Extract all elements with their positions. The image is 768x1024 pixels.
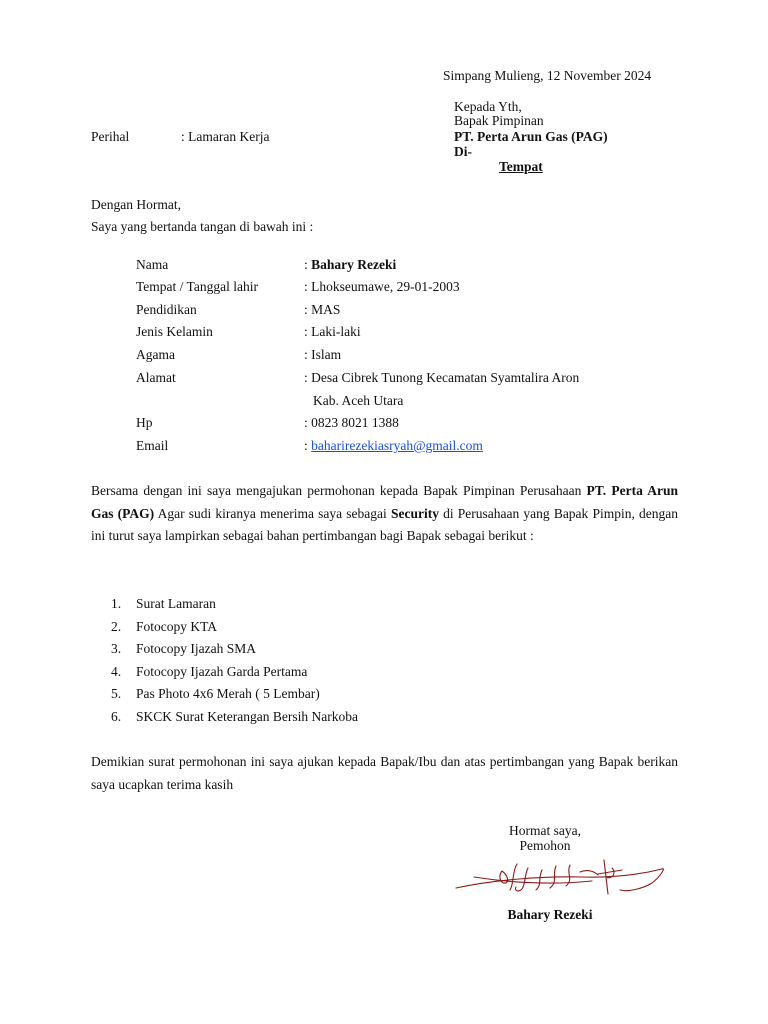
identity-value: : baharirezekiasryah@gmail.com bbox=[304, 438, 483, 453]
identity-value: : MAS bbox=[304, 302, 341, 317]
place-date: Simpang Mulieng, 12 November 2024 bbox=[443, 68, 652, 83]
identity-row-address-2 bbox=[136, 391, 696, 411]
intro-line: Saya yang bertanda tangan di bawah ini : bbox=[91, 219, 314, 234]
identity-row-education bbox=[136, 300, 696, 320]
identity-label: Jenis Kelamin bbox=[136, 324, 213, 339]
identity-row-religion bbox=[136, 345, 696, 365]
perihal-value: : Lamaran Kerja bbox=[181, 129, 270, 144]
identity-label: Alamat bbox=[136, 370, 176, 385]
closing-paragraph: Demikian surat permohonan ini saya ajukan kepada Bapak/Ibu dan atas pertimbangan yang Bapak berikan saya ucapkan terima kasih bbox=[91, 754, 678, 792]
greeting: Dengan Hormat, bbox=[91, 197, 181, 212]
identity-label: Pendidikan bbox=[136, 302, 197, 317]
recipient-line2: Bapak Pimpinan bbox=[454, 113, 544, 128]
list-item: 3. Fotocopy Ijazah SMA bbox=[111, 641, 256, 657]
identity-label: Nama bbox=[136, 257, 169, 272]
company-name: PT. Perta Arun Gas (PAG) bbox=[91, 483, 678, 521]
identity-row-address bbox=[136, 368, 696, 388]
identity-label: Tempat / Tanggal lahir bbox=[136, 279, 258, 294]
identity-label: Hp bbox=[136, 415, 153, 430]
identity-value: Kab. Aceh Utara bbox=[313, 393, 404, 408]
list-item: 5. Pas Photo 4x6 Merah ( 5 Lembar) bbox=[111, 686, 320, 702]
identity-label: Agama bbox=[136, 347, 175, 362]
signer-role: Pemohon bbox=[519, 838, 571, 853]
position-name: Security bbox=[390, 505, 439, 521]
identity-value: : 0823 8021 1388 bbox=[304, 415, 399, 430]
body-paragraph: Bersama dengan ini saya mengajukan permohonan kepada Bapak Pimpinan Perusahaan PT. Perta Arun Gas (PAG) Agar sudi kiranya menerima saya sebagai Security di Perusahaan yang Bapak Pimpin, dengan ini turut saya lampirkan sebagai bahan pertimbangan bagi Bapak sebagai berikut : bbox=[91, 483, 678, 544]
identity-label: Email bbox=[136, 438, 169, 453]
recipient-company: PT. Perta Arun Gas (PAG) bbox=[454, 129, 608, 144]
identity-value: : Bahary Rezeki bbox=[304, 257, 397, 272]
identity-value: : Islam bbox=[304, 347, 342, 362]
identity-row-email bbox=[136, 436, 696, 456]
recipient-tempat: Tempat bbox=[499, 159, 543, 174]
applicant-name: Bahary Rezeki bbox=[311, 257, 397, 272]
recipient-di: Di- bbox=[454, 144, 472, 159]
identity-value: : Lhokseumawe, 29-01-2003 bbox=[304, 279, 460, 294]
identity-value: : Desa Cibrek Tunong Kecamatan Syamtalira Aron bbox=[304, 370, 580, 385]
perihal-label: Perihal bbox=[91, 129, 130, 144]
list-item: 6. SKCK Surat Keterangan Bersih Narkoba bbox=[111, 708, 358, 724]
regards: Hormat saya, bbox=[509, 823, 581, 838]
identity-row-ttl bbox=[136, 277, 696, 297]
identity-row-gender bbox=[136, 322, 696, 342]
list-item: 2. Fotocopy KTA bbox=[111, 618, 218, 634]
email-link[interactable]: baharirezekiasryah@gmail.com bbox=[311, 438, 483, 453]
identity-row-phone bbox=[136, 413, 696, 433]
recipient-line1: Kepada Yth, bbox=[454, 99, 522, 114]
signature-image bbox=[452, 850, 672, 908]
list-item: 1. Surat Lamaran bbox=[111, 596, 216, 611]
list-item: 4. Fotocopy Ijazah Garda Pertama bbox=[111, 663, 308, 679]
attachment-list bbox=[91, 593, 651, 729]
signer-name: Bahary Rezeki bbox=[507, 907, 593, 922]
identity-row-name bbox=[136, 255, 696, 275]
identity-value: : Laki-laki bbox=[304, 324, 361, 339]
